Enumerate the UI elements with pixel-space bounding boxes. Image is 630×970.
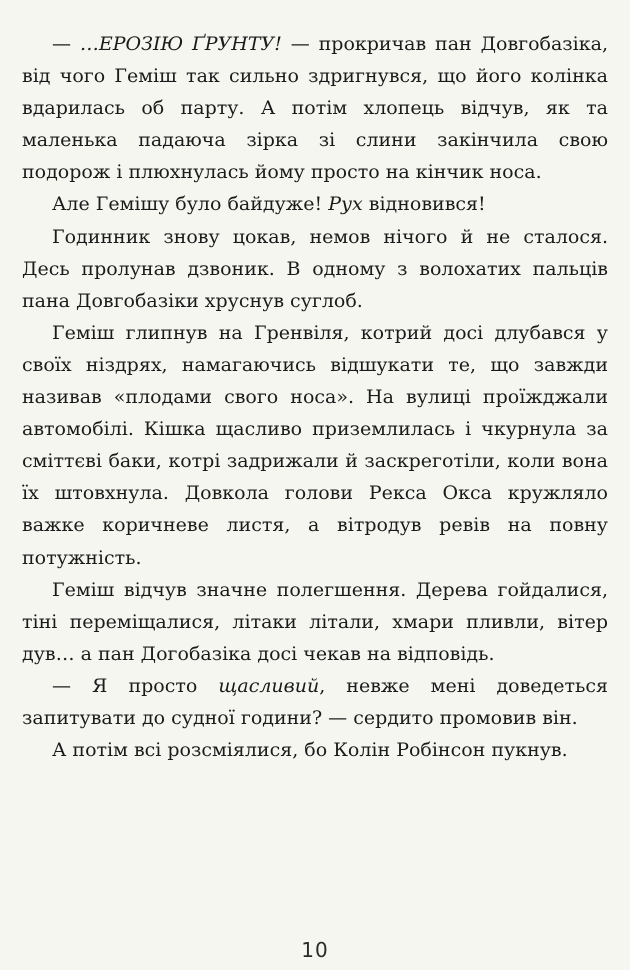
text-run: — Я просто (52, 674, 219, 697)
text-run: — (52, 33, 80, 55)
text-run: , невже мені доведеться запитувати до судної години? — сердито промовив він. (22, 674, 608, 729)
paragraph-1 (22, 28, 608, 188)
text-run: відновився! (362, 193, 486, 216)
emphasis-run: щасливий (218, 674, 320, 697)
emphasis-run: Рух (328, 193, 363, 216)
text-run: А потім всі розсміялися, бо Колін Робінсон пукнув. (52, 739, 568, 762)
paragraph-6 (22, 670, 608, 734)
paragraph-4 (22, 317, 608, 574)
text-run: Але Гемішу було байдуже! (52, 193, 329, 216)
text-run: Геміш глипнув на Гренвіля, котрий досі длубався у своїх ніздрях, намагаючись відшукати те, що завжди називав «плодами свого носа». На вулиці проїжджали автомобілі. Кішка щасливо приземлилась і чкурнула за сміттєві баки, котрі задрижали й заскреготіли, коли вона їх штовхнула. Довкола голови Рекса Окса кружляло важке коричневе листя, а вітродув ревів на повну потужність. (22, 321, 608, 569)
emphasis-run: …ЕРОЗІЮ ҐРУНТУ! (79, 33, 282, 55)
paragraph-7 (22, 734, 608, 766)
text-run: — прокричав пан Довгобазіка, від чого Геміш так сильно здригнувся, що його колінка вдарилась об парту. А потім хлопець відчув, як та маленька падаюча зірка зі слини закінчила свою подорож і плюхнулась йому просто на кінчик носа. (22, 33, 608, 184)
paragraph-2 (22, 188, 608, 220)
paragraph-5 (22, 574, 608, 670)
text-run: Геміш відчув значне полегшення. Дерева гойдалися, тіні переміщалися, літаки літали, хмари пливли, вітер дув… а пан Догобазіка досі чекав на відповідь. (22, 578, 608, 665)
page-number: 10 (301, 938, 329, 962)
page-text (22, 28, 608, 766)
text-run: Годинник знову цокав, немов нічого й не сталося. Десь пролунав дзвоник. В одному з волохатих пальців пана Довгобазіки хруснув суглоб. (22, 225, 608, 312)
paragraph-3 (22, 221, 608, 317)
